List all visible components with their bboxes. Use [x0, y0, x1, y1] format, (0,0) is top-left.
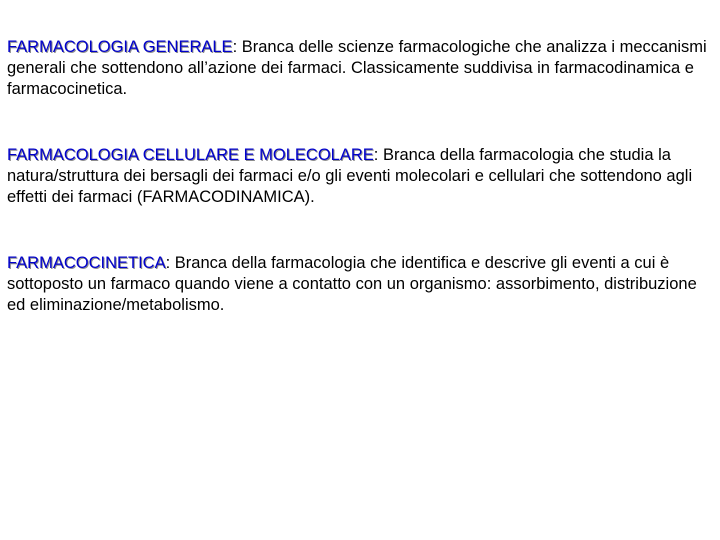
definition-farmacologia-generale [7, 37, 707, 100]
definition-term: FARMACOLOGIA CELLULARE E MOLECOLARE [7, 146, 374, 164]
definition-text: : Branca delle scienze farmacologiche che analizza i meccanismi generali che sottendono all’azione dei farmaci. Classicamente suddivisa in farmacodinamica e farmacocinetica. [7, 38, 707, 98]
definition-term: FARMACOLOGIA GENERALE [7, 38, 233, 56]
definition-text: : Branca della farmacologia che studia la natura/struttura dei bersagli dei farmaci e/o gli eventi molecolari e cellulari che sottendono agli effetti dei farmaci (FARMACODINAMICA). [7, 146, 693, 206]
definition-text: : Branca della farmacologia che identifica e descrive gli eventi a cui è sottoposto un farmaco quando viene a contatto con un organismo: assorbimento, distribuzione ed eliminazione/metabolismo. [7, 254, 697, 314]
definition-farmacocinetica [7, 253, 707, 316]
definition-farmacologia-cellulare-molecolare [7, 145, 707, 208]
definition-term: FARMACOCINETICA [7, 254, 166, 272]
